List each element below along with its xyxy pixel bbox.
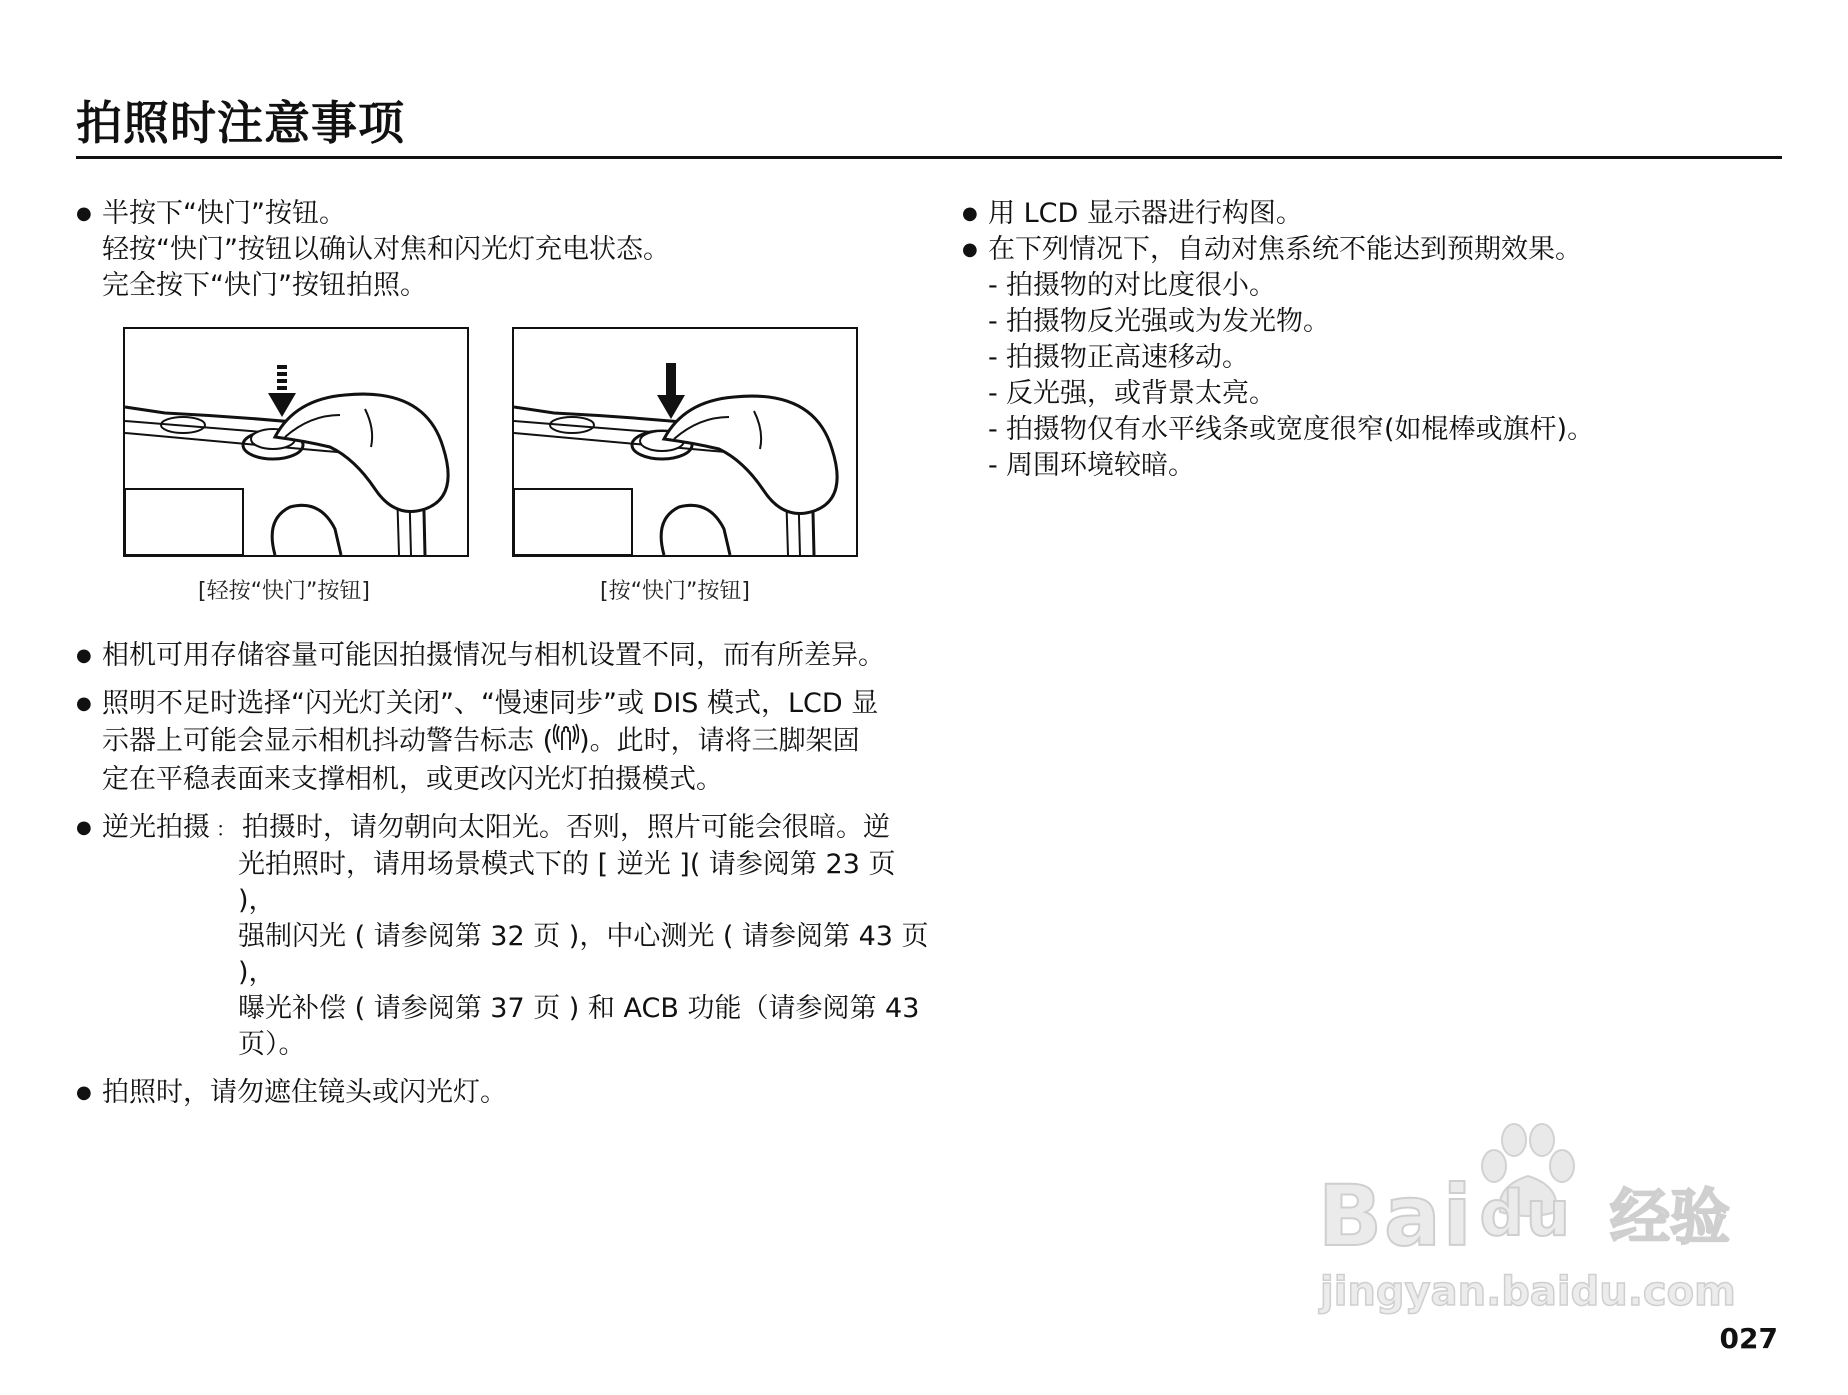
backlight-label: 逆光拍摄 xyxy=(102,812,210,843)
backlight-separator: ： xyxy=(216,817,236,841)
af-case-5: - 拍摄物仅有水平线条或宽度很窄(如棍棒或旗杆)。 xyxy=(962,412,1782,448)
figure-caption-half-press: [轻按“快门”按钮] xyxy=(198,579,370,604)
camera-full-press-illustration xyxy=(514,329,856,555)
baidu-jingyan-text: 经验 xyxy=(1610,1183,1730,1253)
page-title: 拍照时注意事项 xyxy=(76,96,405,150)
lowlight-note-line1: ● 照明不足时选择“闪光灯关闭”、“慢速同步”或 DIS 模式，LCD 显 xyxy=(76,686,936,722)
af-case-4: - 反光强，或背景太亮。 xyxy=(962,376,1782,412)
figure-half-press xyxy=(123,327,469,557)
af-case-1: - 拍摄物的对比度很小。 xyxy=(962,268,1782,304)
lowlight-note-line3: 定在平稳表面来支撑相机，或更改闪光灯拍摄模式。 xyxy=(102,764,723,795)
backlight-text-5: 页）。 xyxy=(238,1029,306,1060)
notes-section xyxy=(76,638,936,1111)
backlight-text-3: 强制闪光 ( 请参阅第 32 页 )，中心测光 ( 请参阅第 43 页 )， xyxy=(238,921,929,988)
camera-shake-warning-icon xyxy=(553,722,579,762)
lowlight-note-line2a: 示器上可能会显示相机抖动警告标志 ( xyxy=(102,725,554,757)
cover-lens-note: ● 拍照时，请勿遮住镜头或闪光灯。 xyxy=(76,1075,936,1111)
baidu-brand-bai: Bai xyxy=(1318,1167,1474,1265)
baidu-url-text: jingyan.baidu.com xyxy=(1320,1269,1736,1315)
lowlight-note-line2b: )。此时，请将三脚架固 xyxy=(579,725,860,757)
lowlight-note-line2 xyxy=(76,722,936,762)
storage-note: ● 相机可用存储容量可能因拍摄情况与相机设置不同，而有所差异。 xyxy=(76,638,936,674)
backlight-text-1: 拍摄时，请勿朝向太阳光。否则，照片可能会很暗。逆 xyxy=(242,812,890,843)
baidu-brand-text xyxy=(1318,1167,1573,1265)
autofocus-section xyxy=(962,196,1782,484)
title-rule xyxy=(76,156,1782,159)
shutter-full-press-text: 完全按下“快门”按钮拍照。 xyxy=(102,270,427,301)
lcd-note: ● 用 LCD 显示器进行构图。 xyxy=(962,196,1782,232)
shutter-section xyxy=(76,196,916,304)
baidu-brand-du: du xyxy=(1479,1177,1573,1250)
af-case-2: - 拍摄物反光强或为发光物。 xyxy=(962,304,1782,340)
page-number: 027 xyxy=(1719,1322,1778,1355)
figure-full-press xyxy=(512,327,858,557)
af-intro: ● 在下列情况下，自动对焦系统不能达到预期效果。 xyxy=(962,232,1782,268)
baidu-watermark xyxy=(1318,1120,1758,1320)
solid-down-arrow-icon xyxy=(657,363,685,419)
figure-caption-full-press: [按“快门”按钮] xyxy=(600,579,750,604)
camera-half-press-illustration xyxy=(125,329,467,555)
backlight-text-4: 曝光补偿 ( 请参阅第 37 页 ) 和 ACB 功能（请参阅第 43 xyxy=(238,993,920,1024)
af-case-3: - 拍摄物正高速移动。 xyxy=(962,340,1782,376)
backlight-text-2: 光拍照时，请用场景模式下的 [ 逆光 ]( 请参阅第 23 页 )， xyxy=(238,849,896,916)
shutter-half-press-text: 轻按“快门”按钮以确认对焦和闪光灯充电状态。 xyxy=(102,234,670,265)
af-case-6: - 周围环境较暗。 xyxy=(962,448,1782,484)
dashed-down-arrow-icon xyxy=(268,365,296,417)
backlight-note-line1 xyxy=(76,810,936,847)
shutter-bullet: ● 半按下“快门”按钮。 xyxy=(76,196,916,232)
